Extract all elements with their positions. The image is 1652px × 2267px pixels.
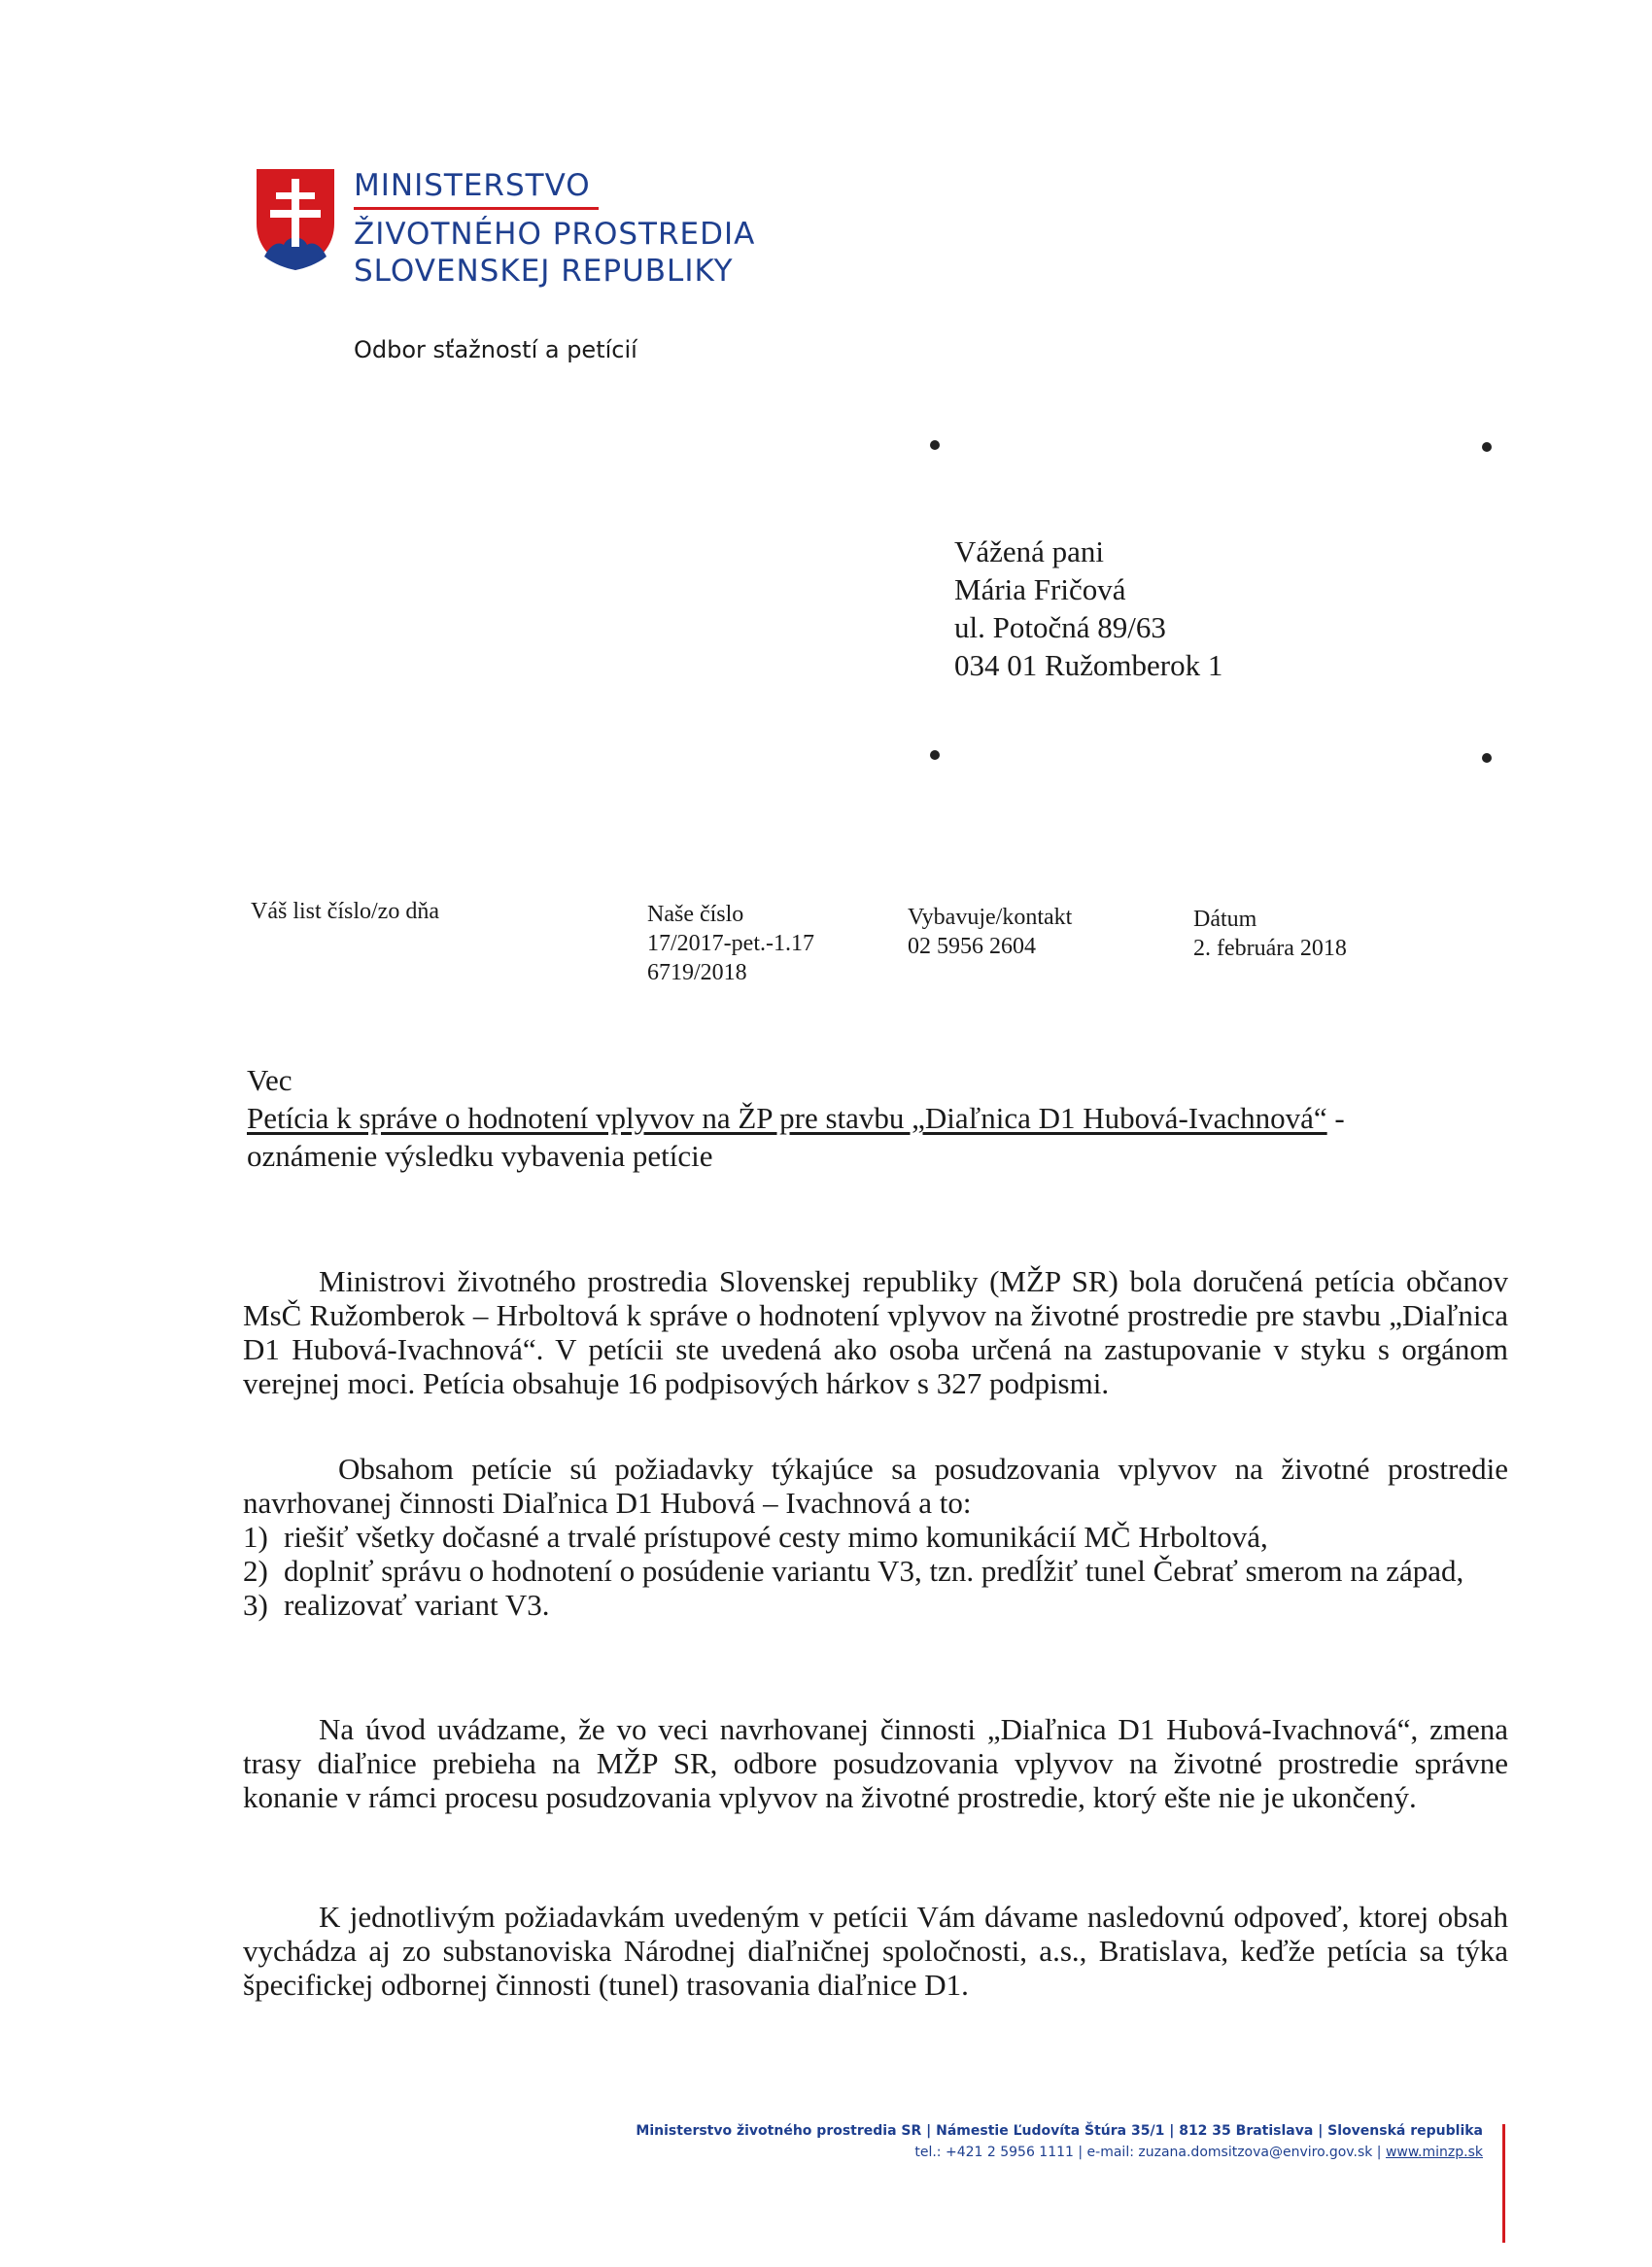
recipient-city: 034 01 Ružomberok 1 xyxy=(954,648,1223,682)
list-item-number: 1) xyxy=(243,1520,268,1554)
ministry-name-line2: ŽIVOTNÉHO PROSTREDIA xyxy=(354,217,756,252)
address-window-mark xyxy=(930,750,940,760)
recipient-salutation: Vážená pani xyxy=(954,534,1105,568)
footer-contact-text: tel.: +421 2 5956 1111 | e-mail: zuzana.domsitzova@enviro.gov.sk | xyxy=(914,2145,1386,2160)
subject-label: Vec xyxy=(247,1063,293,1097)
footer-accent-bar xyxy=(1502,2124,1505,2243)
reference-ours-value: 6719/2018 xyxy=(647,960,747,985)
reference-contact-value: 02 5956 2604 xyxy=(908,934,1036,959)
list-item-text: riešiť všetky dočasné a trvalé prístupové cesty mimo komunikácií MČ Hrboltová, xyxy=(284,1520,1268,1554)
body-paragraph: K jednotlivým požiadavkám uvedeným v petícii Vám dávame nasledovnú odpoveď, ktorej obsah vychádza aj zo substanoviska Národnej diaľničnej spoločnosti, a.s., Bratislava, keďže petícia sa týka špecifickej odbornej činnosti (tunel) trasovania diaľnice D1. xyxy=(243,1900,1508,2002)
list-item-number: 3) xyxy=(243,1588,268,1622)
reference-ours xyxy=(647,900,814,987)
reference-date-value: 2. februára 2018 xyxy=(1193,936,1347,961)
recipient-address xyxy=(954,532,1222,684)
reference-date xyxy=(1193,905,1347,963)
subject-line2: oznámenie výsledku vybavenia petície xyxy=(247,1139,713,1173)
reference-yours-label: Váš list číslo/zo dňa xyxy=(251,899,439,924)
address-window-mark xyxy=(930,440,940,450)
reference-ours-label: Naše číslo xyxy=(647,902,744,927)
list-item xyxy=(243,1588,1508,1622)
footer-address: Ministerstvo životného prostredia SR | Námestie Ľudovíta Štúra 35/1 | 812 35 Bratislava | Slovenská republika xyxy=(636,2123,1483,2139)
address-window-mark xyxy=(1482,753,1492,763)
ministry-name-rule xyxy=(354,207,599,210)
subject-block xyxy=(247,1061,1345,1175)
requests-intro: Obsahom petície sú požiadavky týkajúce sa posudzovania vplyvov na životné prostredie navrhovanej činnosti Diaľnica D1 Hubová – Ivachnová a to: xyxy=(243,1452,1508,1520)
ministry-name-line1: MINISTERSTVO xyxy=(354,168,591,203)
requests-list xyxy=(243,1520,1508,1622)
reference-contact-label: Vybavuje/kontakt xyxy=(908,905,1073,930)
address-window-mark xyxy=(1482,442,1492,452)
reference-ours-value: 17/2017-pet.-1.17 xyxy=(647,931,814,956)
body-paragraph: Ministrovi životného prostredia Slovenskej republiky (MŽP SR) bola doručená petícia občanov MsČ Ružomberok – Hrboltová k správe o hodnotení vplyvov na životné prostredie pre stavbu „Diaľnica D1 Hubová-Ivachnová“. V petícii ste uvedená ako osoba určená na zastupovanie v styku s orgánom verejnej moci. Petícia obsahuje 16 podpisových hárkov s 327 podpismi. xyxy=(243,1264,1508,1400)
footer-contact xyxy=(914,2145,1483,2160)
recipient-street: ul. Potočná 89/63 xyxy=(954,610,1166,644)
body-paragraph: Na úvod uvádzame, že vo veci navrhovanej činnosti „Diaľnica D1 Hubová-Ivachnová“, zmena trasy diaľnice prebieha na MŽP SR, odbore posudzovania vplyvov na životné prostredie správne konanie v rámci procesu posudzovania vplyvov na životné prostredie, ktorý ešte nie je ukončený. xyxy=(243,1712,1508,1814)
list-item-text: realizovať variant V3. xyxy=(284,1588,550,1622)
subject-dash: - xyxy=(1326,1101,1345,1135)
list-item-number: 2) xyxy=(243,1554,268,1588)
slovak-coat-of-arms-icon xyxy=(255,167,336,272)
list-item xyxy=(243,1554,1508,1588)
list-item xyxy=(243,1520,1508,1554)
body-requests-section xyxy=(243,1452,1508,1622)
footer-website-link[interactable]: www.minzp.sk xyxy=(1385,2145,1483,2160)
recipient-name: Mária Fričová xyxy=(954,572,1126,606)
ministry-name-line3: SLOVENSKEJ REPUBLIKY xyxy=(354,254,734,289)
reference-yours xyxy=(251,897,439,926)
subject-title: Petícia k správe o hodnotení vplyvov na ŽP pre stavbu „Diaľnica D1 Hubová-Ivachnová“ xyxy=(247,1101,1327,1135)
department-name: Odbor sťažností a petícií xyxy=(354,336,637,363)
reference-contact xyxy=(908,903,1072,961)
reference-date-label: Dátum xyxy=(1193,907,1257,932)
list-item-text: doplniť správu o hodnotení o posúdenie variantu V3, tzn. predĺžiť tunel Čebrať smerom na západ, xyxy=(284,1554,1464,1588)
